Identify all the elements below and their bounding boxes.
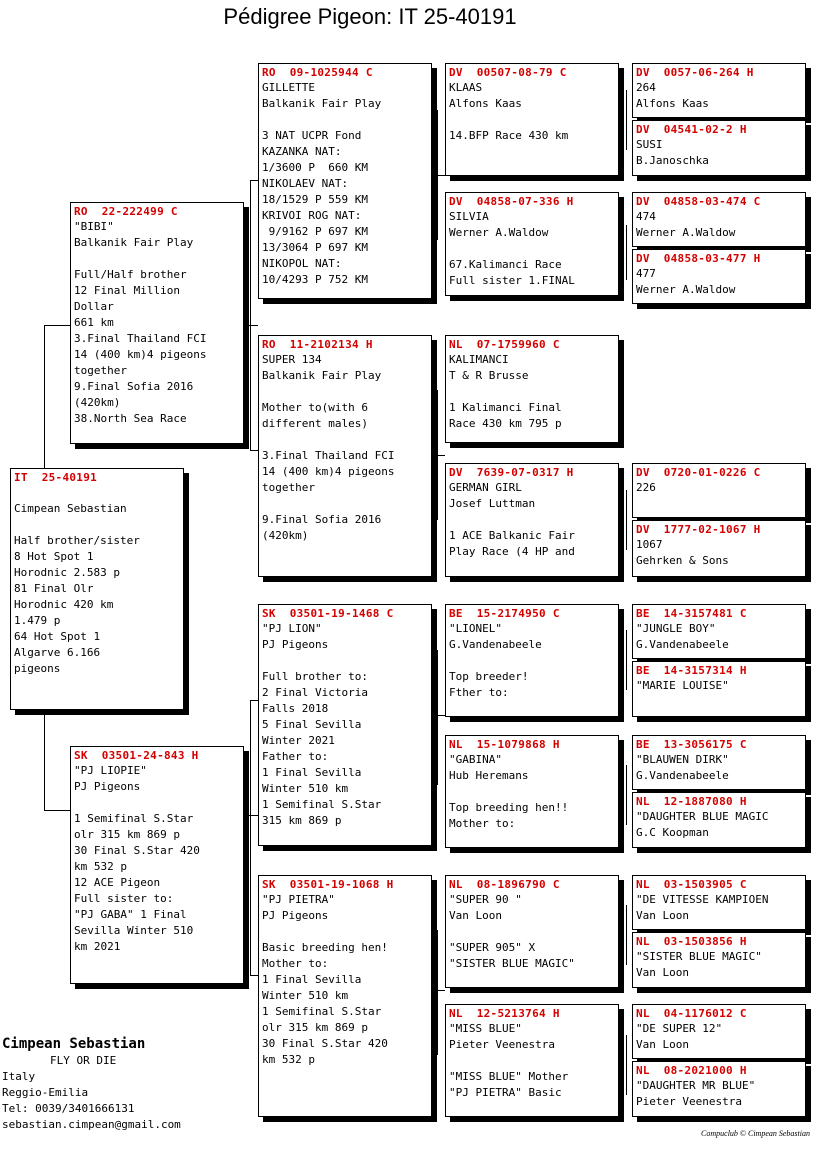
detail-line: 14 (400 km)4 pigeons (262, 465, 395, 478)
detail-line: "PJ PIETRA" (262, 893, 335, 906)
ring-number: DV 7639-07-0317 H (449, 466, 574, 479)
detail-line: 1067 (636, 538, 663, 551)
detail-line: 38.North Sea Race (74, 412, 187, 425)
detail-line (449, 784, 618, 800)
detail-line (74, 795, 243, 811)
detail-line: Top breeder! (449, 670, 529, 683)
ring-number: DV 04858-03-474 C (636, 195, 761, 208)
pigeon-details (636, 266, 805, 298)
detail-line: Top breeding hen!! (449, 801, 569, 814)
detail-line: km 2021 (74, 940, 121, 953)
ring-number: NL 08-2021000 H (636, 1064, 747, 1077)
detail-line: "DE VITESSE KAMPIOEN (636, 893, 769, 906)
detail-line: Winter 2021 (262, 734, 335, 747)
pigeon-card-ff[interactable] (258, 63, 432, 299)
detail-line: NIKOPOL NAT: (262, 257, 342, 270)
detail-line: 13/3064 P 697 KM (262, 241, 368, 254)
detail-line: SUSI (636, 138, 663, 151)
detail-line: G.Vandenabeele (636, 769, 729, 782)
detail-line: 1.479 p (14, 614, 61, 627)
detail-line: "MISS BLUE" (449, 1022, 522, 1035)
pigeon-card-g5-12[interactable] (632, 792, 806, 848)
ring-number: BE 15-2174950 C (449, 607, 560, 620)
detail-line: 2 Final Victoria (262, 686, 368, 699)
detail-line: Mother to: (262, 957, 329, 970)
detail-line: Half brother/sister (14, 534, 140, 547)
detail-line: 30 Final S.Star 420 (74, 844, 200, 857)
detail-line: 264 (636, 81, 656, 94)
ring-number: SK 03501-19-1068 H (262, 878, 394, 891)
detail-line: PJ Pigeons (74, 780, 141, 793)
pigeon-details (636, 1021, 805, 1053)
detail-line: Van Loon (636, 966, 689, 979)
detail-line: 9/9162 P 697 KM (262, 225, 368, 238)
detail-line: "PJ LION" (262, 622, 322, 635)
pigeon-card-mfm[interactable] (445, 735, 619, 848)
owner-info (2, 1035, 181, 1133)
detail-line: Alfons Kaas (449, 97, 522, 110)
detail-line: "PJ LIOPIE" (74, 764, 147, 777)
detail-line: Horodnic 420 km (14, 598, 114, 611)
detail-line: olr 315 km 869 p (74, 828, 180, 841)
detail-line: "LIONEL" (449, 622, 502, 635)
pigeon-card-mmf[interactable] (445, 875, 619, 988)
pigeon-details (636, 621, 805, 653)
pigeon-card-g5-2[interactable] (632, 120, 806, 176)
connector (437, 930, 438, 1055)
pigeon-details (636, 1078, 805, 1110)
detail-line (449, 241, 618, 257)
detail-line: "MISS BLUE" Mother (449, 1070, 569, 1083)
detail-line: Balkanik Fair Play (74, 236, 194, 249)
detail-line (14, 485, 183, 501)
ring-number: DV 04858-07-336 H (449, 195, 574, 208)
detail-line: PJ Pigeons (262, 638, 329, 651)
pigeon-details (449, 892, 618, 972)
detail-line: Mother to(with 6 (262, 401, 368, 414)
detail-line: 1/3600 P 660 KM (262, 161, 368, 174)
ring-number: NL 15-1079868 H (449, 738, 560, 751)
connector (44, 810, 70, 811)
pigeon-card-fmf[interactable] (445, 335, 619, 443)
detail-line (262, 432, 431, 448)
pigeon-card-g5-15[interactable] (632, 1004, 806, 1059)
detail-line: Falls 2018 (262, 702, 329, 715)
detail-line: Basic breeding hen! (262, 941, 388, 954)
detail-line: "DAUGHTER MR BLUE" (636, 1079, 756, 1092)
detail-line: 1 ACE Balkanic Fair (449, 529, 575, 542)
detail-line: 9.Final Sofia 2016 (74, 380, 194, 393)
detail-line: Cimpean Sebastian (14, 502, 127, 515)
detail-line: 12 ACE Pigeon (74, 876, 161, 889)
detail-line: GILLETTE (262, 81, 315, 94)
detail-line: "JUNGLE BOY" (636, 622, 716, 635)
detail-line: different males) (262, 417, 368, 430)
ring-number: DV 0720-01-0226 C (636, 466, 761, 479)
ring-number: RO 22-222499 C (74, 205, 178, 218)
connector (626, 90, 627, 150)
pigeon-card-g5-13[interactable] (632, 875, 806, 930)
detail-line: 30 Final S.Star 420 (262, 1037, 388, 1050)
detail-line: together (262, 481, 315, 494)
detail-line: "SUPER 90 " (449, 893, 522, 906)
detail-line: Werner A.Waldow (449, 226, 549, 239)
detail-line: "SISTER BLUE MAGIC" (636, 950, 762, 963)
ring-number: RO 11-2102134 H (262, 338, 373, 351)
detail-line: 10/4293 P 752 KM (262, 273, 368, 286)
ring-number: DV 00507-08-79 C (449, 66, 567, 79)
detail-line (449, 112, 618, 128)
pigeon-details (636, 537, 805, 569)
detail-line: KLAAS (449, 81, 483, 94)
connector (626, 490, 627, 550)
credit-text: Compuclub © Cimpean Sebastian (701, 1129, 810, 1138)
detail-line: km 532 p (74, 860, 127, 873)
detail-line: Pieter Veenestra (636, 1095, 742, 1108)
detail-line (449, 384, 618, 400)
pigeon-details (74, 219, 243, 427)
ring-number: DV 04541-02-2 H (636, 123, 747, 136)
owner-country: Italy (2, 1070, 36, 1083)
connector (44, 710, 45, 810)
detail-line: 3 NAT UCPR Fond (262, 129, 362, 142)
pigeon-card-father[interactable] (70, 202, 244, 444)
pigeon-details (449, 209, 618, 289)
detail-line: SILVIA (449, 210, 489, 223)
detail-line: 67.Kalimanci Race (449, 258, 562, 271)
pigeon-details (636, 809, 805, 841)
connector (431, 175, 445, 176)
detail-line (262, 653, 431, 669)
connector (431, 715, 445, 716)
detail-line: Dollar (74, 300, 114, 313)
ring-number: BE 14-3157481 C (636, 607, 747, 620)
connector (626, 765, 627, 825)
pigeon-details (14, 485, 183, 677)
detail-line: G.C Koopman (636, 826, 709, 839)
detail-line: "SISTER BLUE MAGIC" (449, 957, 575, 970)
pigeon-details (636, 209, 805, 241)
detail-line: 1 Semifinal S.Star (262, 798, 382, 811)
owner-email[interactable]: sebastian.cimpean@gmail.com (2, 1118, 181, 1131)
detail-line: olr 315 km 869 p (262, 1021, 368, 1034)
detail-line: km 532 p (262, 1053, 315, 1066)
detail-line (262, 384, 431, 400)
detail-line: Sevilla Winter 510 (74, 924, 194, 937)
detail-line: "SUPER 905" X (449, 941, 536, 954)
ring-number: IT 25-40191 (14, 471, 98, 484)
detail-line: 14 (400 km)4 pigeons (74, 348, 207, 361)
connector (250, 180, 258, 181)
detail-line: "DE SUPER 12" (636, 1022, 723, 1035)
pigeon-details (262, 80, 431, 288)
pigeon-card-fff[interactable] (445, 63, 619, 176)
ring-number: NL 03-1503856 H (636, 935, 747, 948)
pigeon-card-mf[interactable] (258, 604, 432, 846)
pigeon-card-g5-1[interactable] (632, 63, 806, 118)
ring-number: RO 09-1025944 C (262, 66, 373, 79)
connector (626, 225, 627, 280)
detail-line: Play Race (4 HP and (449, 545, 575, 558)
pigeon-details (449, 80, 618, 144)
detail-line (74, 251, 243, 267)
ring-number: NL 12-1887080 H (636, 795, 747, 808)
ring-number: NL 12-5213764 H (449, 1007, 560, 1020)
pigeon-details (262, 352, 431, 544)
pigeon-card-mother[interactable] (70, 746, 244, 984)
detail-line: "GABINA" (449, 753, 502, 766)
detail-line: T & R Brusse (449, 369, 529, 382)
pigeon-details (636, 480, 805, 496)
detail-line: Mother to: (449, 817, 516, 830)
detail-line (449, 653, 618, 669)
detail-line: Horodnic 2.583 p (14, 566, 120, 579)
pigeon-details (449, 752, 618, 832)
detail-line: "PJ PIETRA" Basic (449, 1086, 562, 1099)
detail-line: Algarve 6.166 (14, 646, 101, 659)
connector (250, 700, 258, 701)
pigeon-details (449, 480, 618, 560)
pigeon-details (636, 949, 805, 981)
detail-line: Gehrken & Sons (636, 554, 729, 567)
detail-line: Full/Half brother (74, 268, 187, 281)
connector (250, 700, 251, 975)
detail-line: "BLAUWEN DIRK" (636, 753, 729, 766)
pigeon-details (636, 137, 805, 169)
owner-city: Reggio-Emilia (2, 1086, 89, 1099)
detail-line: 474 (636, 210, 656, 223)
connector (250, 180, 251, 450)
detail-line (14, 517, 183, 533)
detail-line: KALIMANCI (449, 353, 509, 366)
detail-line: 1 Kalimanci Final (449, 401, 562, 414)
pigeon-card-g5-7[interactable] (632, 463, 806, 518)
pigeon-card-ffm[interactable] (445, 192, 619, 296)
detail-line: Van Loon (449, 909, 502, 922)
page-title: Pédigree Pigeon: IT 25-40191 (223, 4, 517, 29)
detail-line: Race 430 km 795 p (449, 417, 562, 430)
pigeon-card-g5-14[interactable] (632, 932, 806, 988)
ring-number: SK 03501-19-1468 C (262, 607, 394, 620)
detail-line: G.Vandenabeele (449, 638, 542, 651)
detail-line (262, 496, 431, 512)
connector (250, 450, 258, 451)
detail-line: Winter 510 km (262, 989, 349, 1002)
detail-line: 1 Semifinal S.Star (262, 1005, 382, 1018)
ring-number: NL 03-1503905 C (636, 878, 747, 891)
detail-line: 64 Hot Spot 1 (14, 630, 101, 643)
pigeon-details (262, 621, 431, 829)
connector (437, 650, 438, 785)
detail-line: 315 km 869 p (262, 814, 342, 827)
detail-line: 9.Final Sofia 2016 (262, 513, 382, 526)
detail-line: 81 Final Olr (14, 582, 94, 595)
detail-line: Werner A.Waldow (636, 283, 736, 296)
pigeon-details (636, 80, 805, 112)
connector (626, 630, 627, 690)
pigeon-card-g5-8[interactable] (632, 520, 806, 577)
detail-line (449, 1053, 618, 1069)
detail-line: 661 km (74, 316, 114, 329)
ring-number: BE 13-3056175 C (636, 738, 747, 751)
detail-line: Full brother to: (262, 670, 368, 683)
detail-line: Pieter Veenestra (449, 1038, 555, 1051)
detail-line: "DAUGHTER BLUE MAGIC (636, 810, 769, 823)
detail-line: 226 (636, 481, 656, 494)
detail-line: Full sister 1.FINAL (449, 274, 575, 287)
detail-line: PJ Pigeons (262, 909, 329, 922)
detail-line: (420km) (262, 529, 309, 542)
detail-line: 5 Final Sevilla (262, 718, 362, 731)
detail-line: together (74, 364, 127, 377)
pigeon-card-g5-10[interactable] (632, 661, 806, 717)
detail-line: Balkanik Fair Play (262, 97, 382, 110)
ring-number: DV 0057-06-264 H (636, 66, 754, 79)
owner-name: Cimpean Sebastian (2, 1036, 146, 1052)
pigeon-card-g5-4[interactable] (632, 249, 806, 304)
detail-line: Winter 510 km (262, 782, 349, 795)
detail-line (262, 112, 431, 128)
connector (626, 905, 627, 965)
ring-number: NL 07-1759960 C (449, 338, 560, 351)
pigeon-card-g5-3[interactable] (632, 192, 806, 247)
ring-number: DV 04858-03-477 H (636, 252, 761, 265)
ring-number: NL 08-1896790 C (449, 878, 560, 891)
detail-line: Josef Luttman (449, 497, 536, 510)
detail-line: 3.Final Thailand FCI (262, 449, 395, 462)
connector (44, 325, 70, 326)
detail-line: KAZANKA NAT: (262, 145, 342, 158)
pigeon-details (74, 763, 243, 955)
pigeon-details (636, 892, 805, 924)
detail-line: "BIBI" (74, 220, 114, 233)
detail-line: "PJ GABA" 1 Final (74, 908, 187, 921)
detail-line: Full sister to: (74, 892, 174, 905)
detail-line: "MARIE LOUISE" (636, 679, 729, 692)
pigeon-card-fmm[interactable] (445, 463, 619, 577)
detail-line (449, 512, 618, 528)
pigeon-card-g5-9[interactable] (632, 604, 806, 659)
detail-line: NIKOLAEV NAT: (262, 177, 349, 190)
owner-motto: FLY OR DIE (50, 1054, 117, 1067)
detail-line: Hub Heremans (449, 769, 529, 782)
connector (250, 975, 258, 976)
pigeon-card-g5-11[interactable] (632, 735, 806, 790)
pigeon-details (449, 1021, 618, 1101)
connector (431, 990, 445, 991)
detail-line: G.Vandenabeele (636, 638, 729, 651)
owner-phone: Tel: 0039/3401666131 (2, 1102, 135, 1115)
detail-line: 1 Final Sevilla (262, 766, 362, 779)
detail-line: KRIVOI ROG NAT: (262, 209, 362, 222)
detail-line: (420km) (74, 396, 121, 409)
detail-line: 12 Final Million (74, 284, 180, 297)
pigeon-card-mff[interactable] (445, 604, 619, 717)
detail-line: Werner A.Waldow (636, 226, 736, 239)
detail-line: Alfons Kaas (636, 97, 709, 110)
detail-line: 1 Semifinal S.Star (74, 812, 194, 825)
detail-line: Father to: (262, 750, 329, 763)
connector (44, 325, 45, 468)
detail-line: pigeons (14, 662, 61, 675)
detail-line: 1 Final Sevilla (262, 973, 362, 986)
detail-line (262, 924, 431, 940)
connector (626, 1035, 627, 1095)
ring-number: SK 03501-24-843 H (74, 749, 199, 762)
pigeon-details (636, 752, 805, 784)
detail-line: SUPER 134 (262, 353, 322, 366)
detail-line: 477 (636, 267, 656, 280)
pigeon-card-fm[interactable] (258, 335, 432, 577)
detail-line: 18/1529 P 559 KM (262, 193, 368, 206)
detail-line: 3.Final Thailand FCI (74, 332, 207, 345)
detail-line (449, 924, 618, 940)
detail-line: Van Loon (636, 1038, 689, 1051)
detail-line: GERMAN GIRL (449, 481, 522, 494)
detail-line: Fther to: (449, 686, 509, 699)
ring-number: BE 14-3157314 H (636, 664, 747, 677)
detail-line: Balkanik Fair Play (262, 369, 382, 382)
pigeon-details (449, 352, 618, 432)
pigeon-card-mm[interactable] (258, 875, 432, 1117)
pigeon-details (449, 621, 618, 701)
detail-line: B.Janoschka (636, 154, 709, 167)
pigeon-card-subject[interactable] (10, 468, 184, 710)
connector (431, 455, 445, 456)
detail-line: 8 Hot Spot 1 (14, 550, 94, 563)
detail-line: 14.BFP Race 430 km (449, 129, 569, 142)
ring-number: DV 1777-02-1067 H (636, 523, 761, 536)
detail-line: Van Loon (636, 909, 689, 922)
pigeon-details (636, 678, 805, 694)
pigeon-card-g5-16[interactable] (632, 1061, 806, 1117)
ring-number: NL 04-1176012 C (636, 1007, 747, 1020)
pigeon-details (262, 892, 431, 1068)
pigeon-card-mmm[interactable] (445, 1004, 619, 1117)
